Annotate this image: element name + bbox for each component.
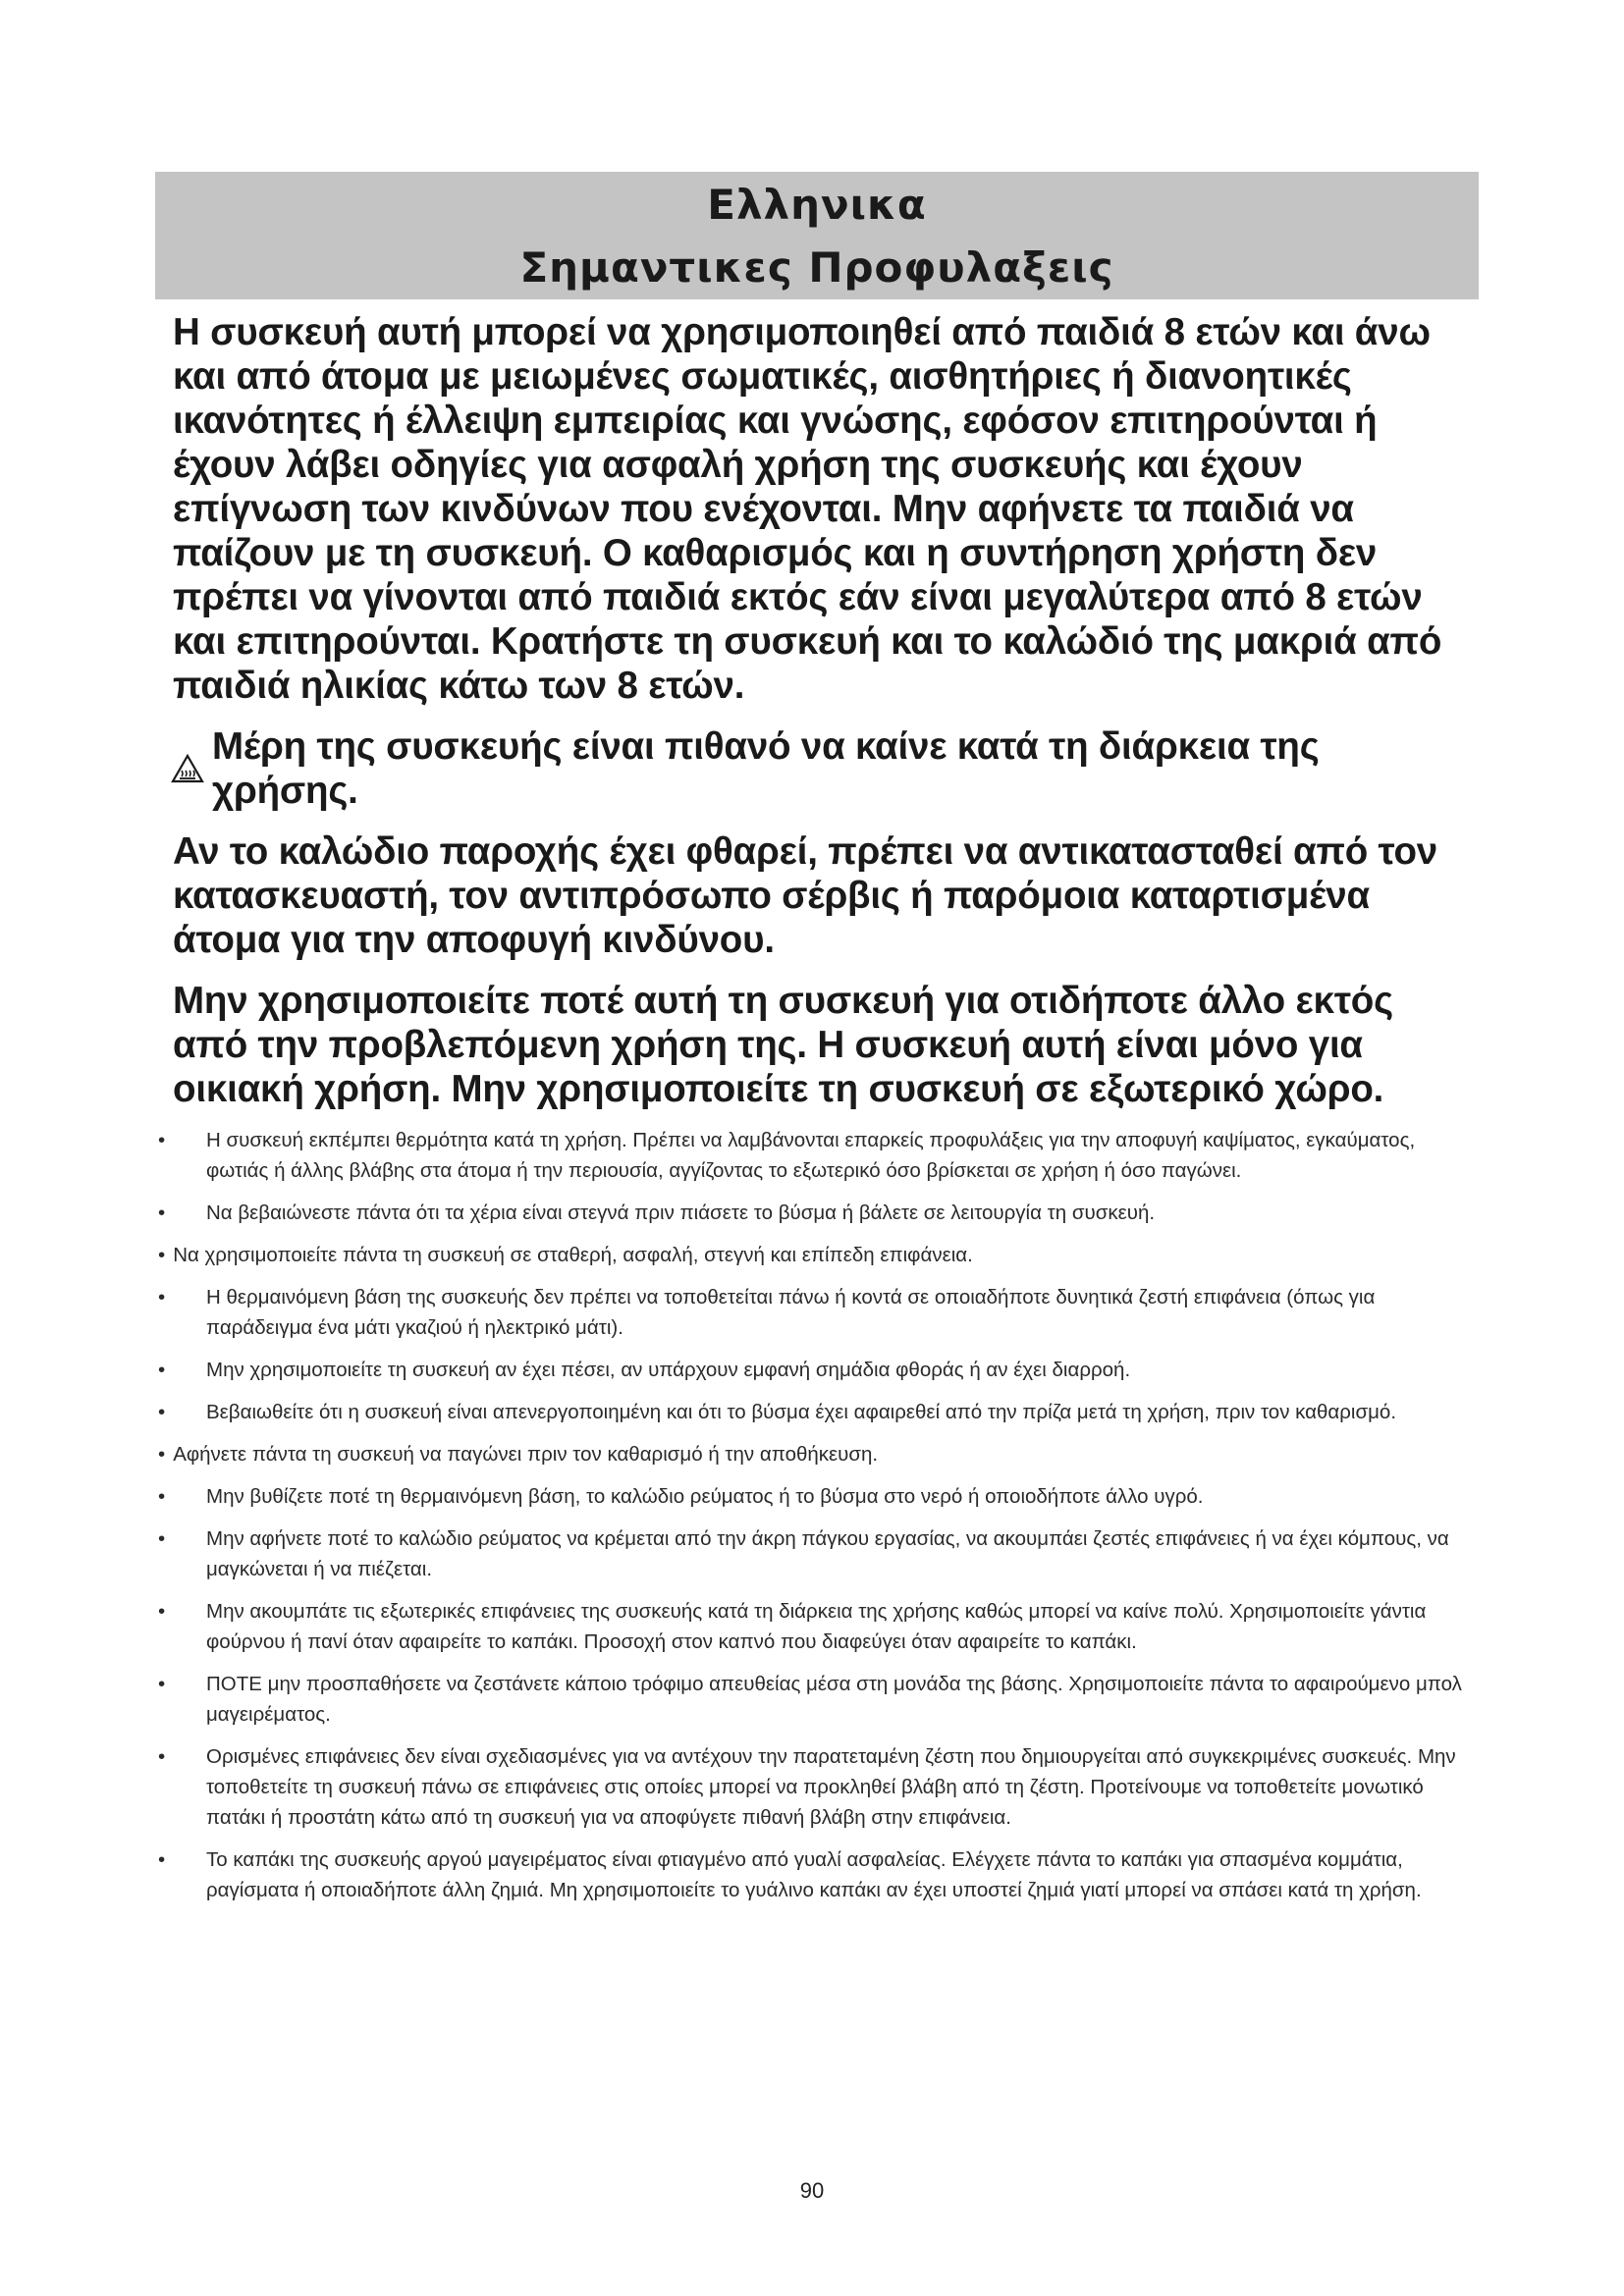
hot-surface-warning-icon [171,754,204,783]
page-number: 90 [799,2178,825,2203]
supply-cord-paragraph: Αν το καλώδιο παροχής έχει φθαρεί, πρέπει να αντικατασταθεί από τον κατασκευαστή, τον αντιπρόσωπο σέρβις ή παρόμοια καταρτισμένα άτομα για την αποφυγή κινδύνου. [173,830,1437,961]
list-item: • ΠΟΤΕ μην προσπαθήσετε να ζεστάνετε κάποιο τρόφιμο απευθείας μέσα στη μονάδα της βάσης. Χρησιμοποιείτε πάντα το αφαιρούμενο μπολ μαγειρέματος. [173,1669,1469,1730]
hot-parts-warning-text: Μέρη της συσκευής είναι πιθανό να καίνε κατά τη διάρκεια της χρήσης. [212,725,1320,812]
section-header [155,172,1479,299]
safety-bullet-list [173,1125,1469,1905]
section-title: Σημαντικες Προφυλαξεις [519,243,1114,292]
list-item: • Βεβαιωθείτε ότι η συσκευή είναι απενεργοποιημένη και ότι το βύσμα έχει αφαιρεθεί από την πρίζα μετά τη χρήση, πριν τον καθαρισμό. [173,1397,1469,1427]
hot-parts-warning [173,724,1469,813]
list-item: • Αφήνετε πάντα τη συσκευή να παγώνει πριν τον καθαρισμό ή την αποθήκευση. [173,1439,1469,1469]
intended-use-paragraph: Μην χρησιμοποιείτε ποτέ αυτή τη συσκευή για οτιδήποτε άλλο εκτός από την προβλεπόμενη χρήση της. Η συσκευή αυτή είναι μόνο για οικιακή χρήση. Μην χρησιμοποιείτε τη συσκευή σε εξωτερικό χώρο. [173,980,1393,1110]
list-item: • Να βεβαιώνεστε πάντα ότι τα χέρια είναι στεγνά πριν πιάσετε το βύσμα ή βάλετε σε λειτουργία τη συσκευή. [173,1198,1469,1228]
intro-paragraph-children: Η συσκευή αυτή μπορεί να χρησιμοποιηθεί από παιδιά 8 ετών και άνω και από άτομα με μειωμένες σωματικές, αισθητήριες ή διανοητικές ικανότητες ή έλλειψη εμπειρίας και γνώσης, εφόσον επιτηρούνται ή έχουν λάβει οδηγίες για ασφαλή χρήση της συσκευής και έχουν επίγνωση των κινδύνων που ενέχονται. Μην αφήνετε τα παιδιά να παίζουν με τη συσκευή. Ο καθαρισμός και η συντήρηση χρήστη δεν πρέπει να γίνονται από παιδιά εκτός εάν είναι μεγαλύτερα από 8 ετών και επιτηρούνται. Κρατήστε τη συσκευή και το καλώδιό της μακριά από παιδιά ηλικίας κάτω των 8 ετών. [173,311,1442,707]
list-item: • Να χρησιμοποιείτε πάντα τη συσκευή σε σταθερή, ασφαλή, στεγνή και επίπεδη επιφάνεια. [173,1240,1469,1270]
list-item: • Το καπάκι της συσκευής αργού μαγειρέματος είναι φτιαγμένο από γυαλί ασφαλείας. Ελέγχετε πάντα το καπάκι για σπασμένα κομμάτια, ραγίσματα ή οποιαδήποτε άλλη ζημιά. Μη χρησιμοποιείτε το γυάλινο καπάκι αν έχει υποστεί ζημιά γιατί μπορεί να σπάσει κατά τη χρήση. [173,1844,1469,1905]
list-item: • Η συσκευή εκπέμπει θερμότητα κατά τη χρήση. Πρέπει να λαμβάνονται επαρκείς προφυλάξεις για την αποφυγή καψίματος, εγκαύματος, φωτιάς ή άλλης βλάβης στα άτομα ή την περιουσία, αγγίζοντας το εξωτερικό όσο βρίσκεται σε χρήση ή όσο παγώνει. [173,1125,1469,1186]
document-body [173,310,1469,1917]
list-item: • Μην ακουμπάτε τις εξωτερικές επιφάνειες της συσκευής κατά τη διάρκεια της χρήσης καθώς μπορεί να καίνε πολύ. Χρησιμοποιείτε γάντια φούρνου ή πανί όταν αφαιρείτε το καπάκι. Προσοχή στον καπνό που διαφεύγει όταν αφαιρείτε το καπάκι. [173,1596,1469,1657]
list-item: • Μην βυθίζετε ποτέ τη θερμαινόμενη βάση, το καλώδιο ρεύματος ή το βύσμα στο νερό ή οποιοδήποτε άλλο υγρό. [173,1481,1469,1512]
list-item: • Ορισμένες επιφάνειες δεν είναι σχεδιασμένες για να αντέχουν την παρατεταμένη ζέστη που δημιουργείται από συγκεκριμένες συσκευές. Μην τοποθετείτε τη συσκευή πάνω σε επιφάνειες στις οποίες μπορεί να προκληθεί βλάβη από τη ζέστη. Προτείνουμε να τοποθετείτε μονωτικό πατάκι ή προστάτη κάτω από τη συσκευή για να αποφύγετε πιθανή βλάβη στην επιφάνεια. [173,1741,1469,1833]
list-item: • Μην χρησιμοποιείτε τη συσκευή αν έχει πέσει, αν υπάρχουν εμφανή σημάδια φθοράς ή αν έχει διαρροή. [173,1355,1469,1385]
language-heading: Ελληνικα [707,181,927,229]
list-item: • Μην αφήνετε ποτέ το καλώδιο ρεύματος να κρέμεται από την άκρη πάγκου εργασίας, να ακουμπάει ζεστές επιφάνειες ή να έχει κόμπους, να μαγκώνεται ή να πιέζεται. [173,1523,1469,1584]
list-item: • Η θερμαινόμενη βάση της συσκευής δεν πρέπει να τοποθετείται πάνω ή κοντά σε οποιαδήποτε δυνητικά ζεστή επιφάνεια (όπως για παράδειγμα ένα μάτι γκαζιού ή ηλεκτρικό μάτι). [173,1282,1469,1343]
